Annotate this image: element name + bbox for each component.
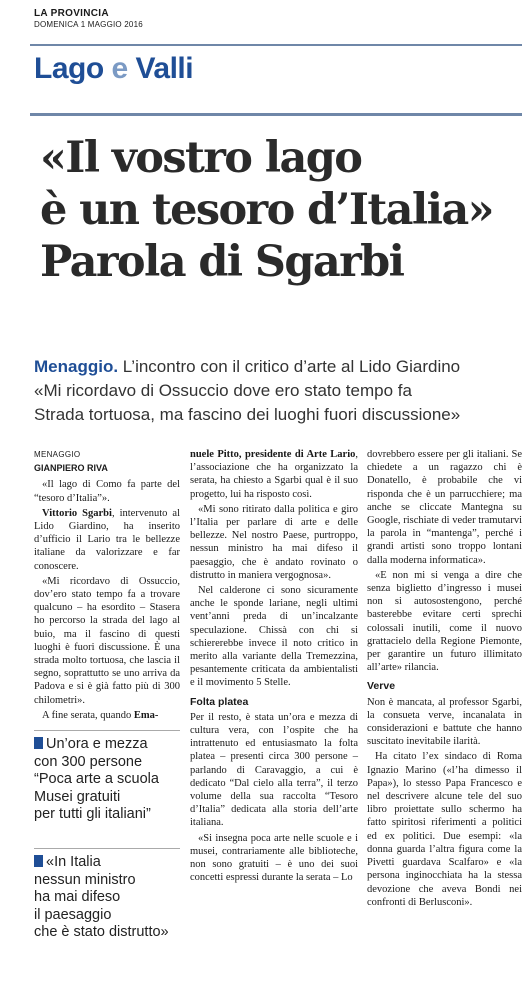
section-title (34, 52, 193, 86)
paragraph: Non è mancata, al professor Sgarbi, la consueta verve, incanalata in considerazioni e battute che hanno suscitato inevitabile ilarità. (367, 696, 522, 748)
kicker-place: Menaggio. (34, 357, 119, 376)
paragraph: «E non mi si venga a dire che senza biglietto d’ingresso i musei non si autosostengono, perché basterebbe evitare certi sprechi colossali inutili, come il nuovo grattacielo della Regione Piemonte, per garantire un futuro illimitato all’arte» rilancia. (367, 569, 522, 674)
pull-quote-rule (34, 848, 180, 849)
headline-line-2: è un tesoro d’Italia» (40, 185, 493, 235)
pull-quote-1: Un’ora e mezza con 300 persone “Poca arte a scuola Musei gratuiti per tutti gli italiani” (34, 736, 159, 822)
paragraph: nuele Pitto, presidente di Arte Lario, l’associazione che ha organizzato la serata, ha chiesto a Sgarbi qual è il suo progetto, lui ha risposto così. (190, 449, 358, 500)
paragraph: Per il resto, è stata un’ora e mezza di cultura vera, con l’ospite che ha intrattenuto ed entusiasmato la folta platea – presenti circa 300 persone – parlando di Caravaggio, a cui è dedicato “Dal cielo alla terra”, il terzo volume della sua raccolta “Tesoro d’Italia” dedicata alla storia dell’arte italiana. (190, 711, 358, 829)
paragraph: «Si insegna poca arte nelle scuole e i musei, contrariamente alle biblioteche, non sono gratuiti – è uno dei suoi concetti espressi durante la serata – Lo (190, 832, 358, 884)
issue-date: DOMENICA 1 MAGGIO 2016 (34, 20, 143, 29)
paragraph: Nel calderone ci sono sicuramente anche le sponde lariane, negli ultimi vent’anni preda di un’incalzante speculazione. Chissà con chi si schiererebbe invece il noto critico in merito alla variante della Tremezzina, pesantemente criticata da ambientalisti e il movimento 5 Stelle. (190, 585, 358, 689)
paragraph: Vittorio Sgarbi, intervenuto al Lido Giardino, ha inserito d’ufficio il Lario tra le bellezze italiane da valorizzare e far conoscere. (34, 507, 180, 572)
section-title-part1: Lago (34, 52, 104, 85)
section-title-joiner: e (111, 52, 128, 85)
section-title-part2: Valli (135, 52, 194, 85)
article-column-1 (34, 448, 180, 724)
kicker-quote-line-2: Strada tortuosa, ma fascino dei luoghi fuori discussione» (34, 405, 461, 424)
kicker (34, 355, 524, 427)
paragraph: A fine serata, quando Ema- (42, 709, 159, 721)
subheading: Verve (367, 680, 396, 693)
bullet-square-icon (34, 855, 43, 867)
top-rule (30, 44, 522, 46)
headline-line-3: Parola di Sgarbi (40, 237, 404, 287)
newspaper-name: LA PROVINCIA (34, 8, 109, 19)
subheading: Folta platea (190, 695, 249, 708)
pull-quote-2: «In Italia nessun ministro ha mai difeso il paesaggio che è stato distrutto» (34, 854, 169, 940)
paragraph: Ha citato l’ex sindaco di Roma Ignazio Marino («l’ha dimesso il Papa»), lo stesso Papa Francesco e nel descrivere alcune tele del suo libro proiettate sullo schermo ha fatto spiritosi riferimenti a politici ed ex politici. Due esempi: «la donna guarda l’altra figura come la Pivetti guardava Scalfaro» e «la persona inginocchiata ha la stessa devozione che aveva Bondi nei confronti di Berlusconi». (367, 751, 522, 908)
byline-city: MENAGGIO (34, 450, 81, 459)
pull-quote-rule (34, 730, 180, 731)
headline-line-1: «Il vostro lago (40, 133, 362, 183)
kicker-quote-line-1: «Mi ricordavo di Ossuccio dove ero stato tempo fa (34, 381, 412, 400)
masthead (34, 8, 143, 29)
paragraph: «Mi sono ritirato dalla politica e giro l’Italia per parlare di arte e delle bellezze. Nel nostro Paese, purtroppo, nessun ministro ha mai difeso il paesaggio, che è andato rovinato o distrutto in maniera vergognosa». (190, 503, 358, 581)
paragraph: «Mi ricordavo di Ossuccio, dov’ero stato tempo fa a trovare qualcuno – ha esordito – Stasera ho percorso la strada del lago al buio, ma il fascino di questi luoghi è fuori discussione. È una strada molto tortuosa, che lascia il segno, soprattutto se uno arriva da Padova e si è già fatto più di 300 chilometri». (34, 575, 180, 706)
byline-author: GIANPIERO RIVA (34, 463, 108, 474)
headline (40, 132, 520, 288)
section-rule (30, 113, 522, 116)
article-column-2 (190, 448, 358, 887)
article-column-3 (367, 448, 522, 911)
bullet-square-icon (34, 737, 43, 749)
paragraph: dovrebbero essere per gli italiani. Se chiedete a un ragazzo chi è Donatello, è probabile che vi risponda che è un parrucchiere; ma anche se cliccate Mantegna su Google, rischiate di veder tramutarvi la parola in “mantenga”, perché i grandi artisti sono troppo lontani dalla moderna informatica». (367, 449, 522, 566)
paragraph: «Il lago di Como fa parte del “tesoro d’Italia”». (34, 479, 180, 504)
kicker-text: L’incontro con il critico d’arte al Lido Giardino (118, 357, 461, 376)
